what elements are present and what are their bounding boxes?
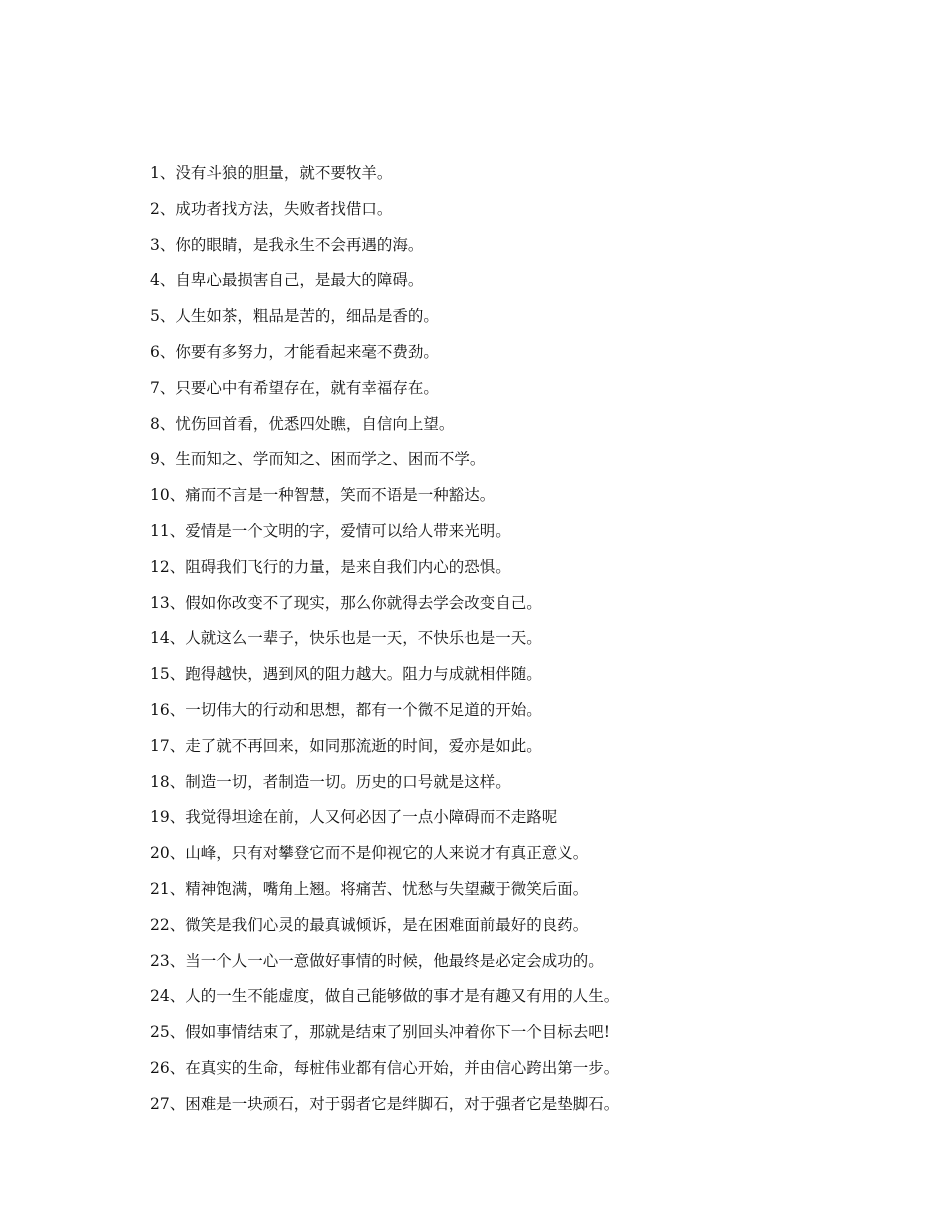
list-item: 12、阻碍我们飞行的力量，是来自我们内心的恐惧。	[150, 557, 511, 576]
quote-list	[150, 161, 870, 1128]
list-item: 25、假如事情结束了，那就是结束了别回头冲着你下一个目标去吧!	[150, 1023, 610, 1042]
list-item: 3、你的眼睛，是我永生不会再遇的海。	[150, 235, 424, 254]
list-item: 17、走了就不再回来，如同那流逝的时间，爱亦是如此。	[150, 736, 542, 755]
list-item: 10、痛而不言是一种智慧，笑而不语是一种豁达。	[150, 486, 496, 505]
list-item: 7、只要心中有希望存在，就有幸福存在。	[150, 378, 439, 397]
list-item: 27、困难是一块顽石，对于弱者它是绊脚石，对于强者它是垫脚石。	[150, 1094, 620, 1113]
list-item: 4、自卑心最损害自己，是最大的障碍。	[150, 271, 424, 290]
list-item: 2、成功者找方法，失败者找借口。	[150, 199, 393, 218]
list-item: 18、制造一切，者制造一切。历史的口号就是这样。	[150, 772, 511, 791]
list-item: 14、人就这么一辈子，快乐也是一天，不快乐也是一天。	[150, 629, 542, 648]
list-item: 11、爱情是一个文明的字，爱情可以给人带来光明。	[150, 521, 511, 540]
list-item: 6、你要有多努力，才能看起来毫不费劲。	[150, 342, 439, 361]
list-item: 20、山峰，只有对攀登它而不是仰视它的人来说才有真正意义。	[150, 844, 589, 863]
list-item: 21、精神饱满，嘴角上翘。将痛苦、忧愁与失望藏于微笑后面。	[150, 879, 589, 898]
list-item: 5、人生如茶，粗品是苦的，细品是香的。	[150, 307, 439, 326]
list-item: 1、没有斗狼的胆量，就不要牧羊。	[150, 164, 393, 182]
list-item: 23、当一个人一心一意做好事情的时候，他最终是必定会成功的。	[150, 951, 604, 970]
list-item: 22、微笑是我们心灵的最真诚倾诉，是在困难面前最好的良药。	[150, 915, 589, 934]
list-item: 26、在真实的生命，每桩伟业都有信心开始，并由信心跨出第一步。	[150, 1058, 620, 1077]
list-item: 8、忧伤回首看，优悉四处瞧，自信向上望。	[150, 414, 455, 433]
list-item: 19、我觉得坦途在前，人又何必因了一点小障碍而不走路呢	[150, 808, 558, 827]
list-item: 24、人的一生不能虚度，做自己能够做的事才是有趣又有用的人生。	[150, 987, 620, 1006]
list-item: 16、一切伟大的行动和思想，都有一个微不足道的开始。	[150, 700, 542, 719]
list-item: 13、假如你改变不了现实，那么你就得去学会改变自己。	[150, 593, 542, 612]
list-item: 15、跑得越快，遇到风的阻力越大。阻力与成就相伴随。	[150, 665, 542, 684]
list-item: 9、生而知之、学而知之、困而学之、困而不学。	[150, 450, 486, 469]
